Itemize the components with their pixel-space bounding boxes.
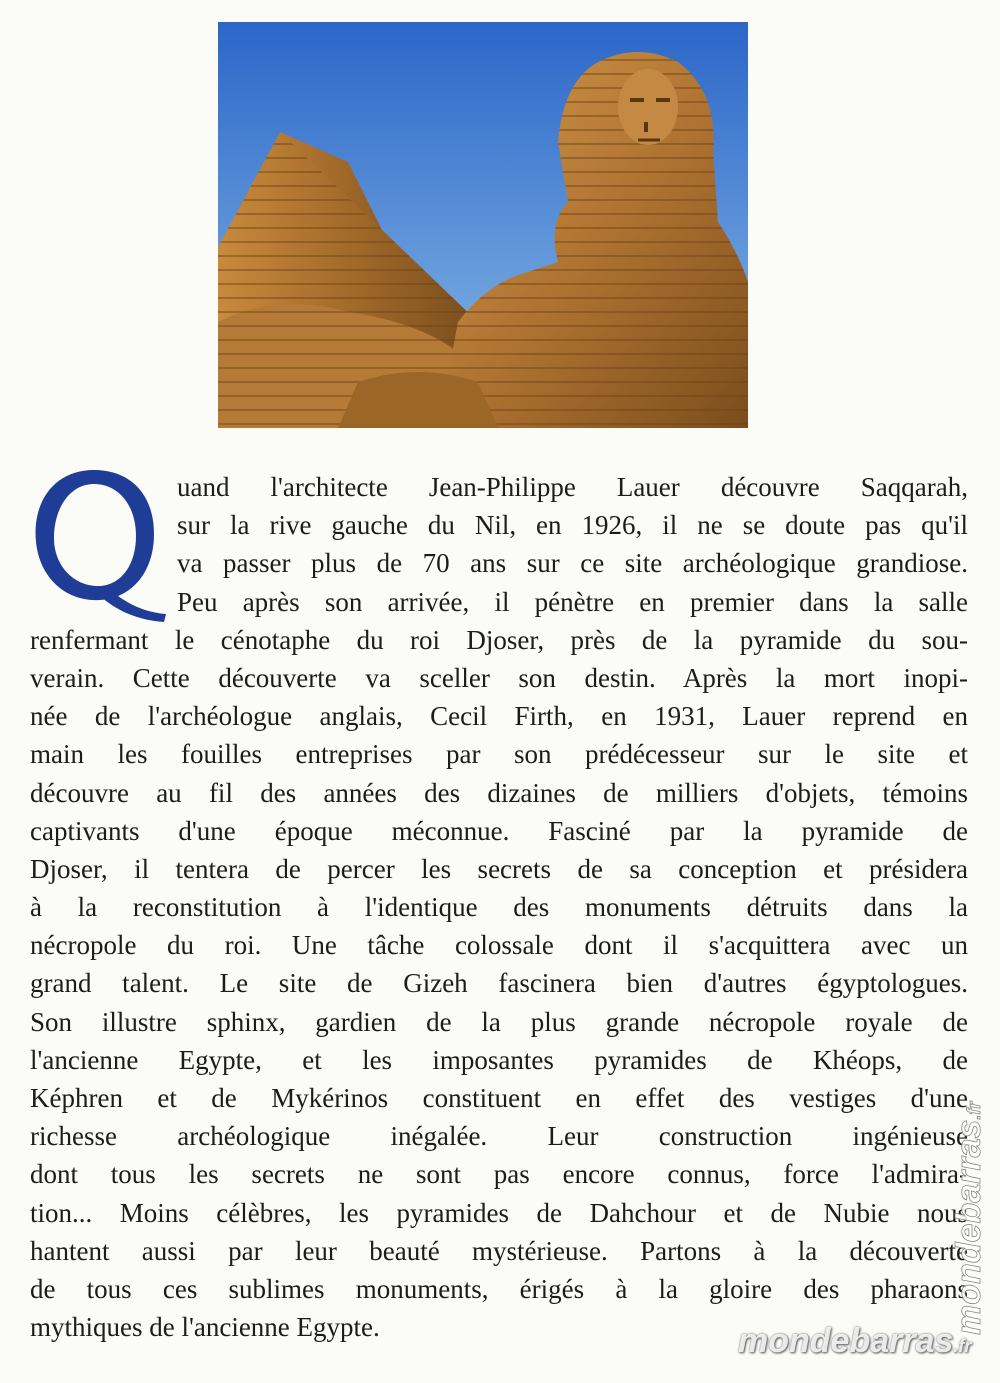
- article-body: [30, 468, 968, 1346]
- article-line: nécropole du roi. Une tâche colossale dont il s'acquittera avec un: [30, 930, 968, 961]
- watermark-vertical-name: mondebarras: [950, 1119, 988, 1335]
- article-line: grand talent. Le site de Gizeh fascinera bien d'autres égyptologues.: [30, 968, 968, 999]
- article-line: sur la rive gauche du Nil, en 1926, il ne se doute pas qu'il: [177, 510, 968, 541]
- article-line: main les fouilles entreprises par son prédécesseur sur le site et: [30, 739, 968, 770]
- watermark-horizontal: [738, 1322, 971, 1362]
- article-line: à la reconstitution à l'identique des monuments détruits dans la: [30, 892, 968, 923]
- watermark-tld: .fr: [953, 1336, 972, 1356]
- article-line: Peu après son arrivée, il pénètre en premier dans la salle: [177, 586, 968, 617]
- article-line: Képhren et de Mykérinos constituent en effet des vestiges d'une: [30, 1083, 968, 1113]
- article-line: hantent aussi par leur beauté mystérieuse. Partons à la découverte: [30, 1235, 968, 1266]
- article-line: mythiques de l'ancienne Egypte.: [30, 1312, 380, 1343]
- svg-text:mondebarras.fr: [950, 1101, 988, 1335]
- article-line: verain. Cette découverte va sceller son destin. Après la mort inopi-: [30, 662, 968, 693]
- article-line: née de l'archéologue anglais, Cecil Firth, en 1931, Lauer reprend en: [30, 701, 968, 732]
- article-line: va passer plus de 70 ans sur ce site archéologique grandiose.: [177, 548, 968, 579]
- article-line: uand l'architecte Jean-Philippe Lauer découvre Saqqarah,: [177, 472, 968, 502]
- article-line: tion... Moins célèbres, les pyramides de Dahchour et de Nubie nous: [30, 1197, 968, 1228]
- article-line: l'ancienne Egypte, et les imposantes pyramides de Khéops, de: [30, 1044, 968, 1075]
- article-line: découvre au fil des années des dizaines de milliers d'objets, témoins: [30, 777, 968, 808]
- watermark-vertical: [936, 1050, 996, 1340]
- watermark-vertical-tld: .fr: [964, 1101, 984, 1120]
- photo-illustration: [218, 22, 748, 428]
- article-line: Djoser, il tentera de percer les secrets de sa conception et présidera: [30, 853, 968, 884]
- pyramid-sphinx-photo: [218, 22, 748, 428]
- article-line: Son illustre sphinx, gardien de la plus grande nécropole royale de: [30, 1006, 968, 1037]
- watermark-name: mondebarras: [738, 1322, 954, 1360]
- article-line: dont tous les secrets ne sont pas encore connus, force l'admira-: [30, 1159, 968, 1190]
- article-line: captivants d'une époque méconnue. Fasciné par la pyramide de: [30, 815, 968, 846]
- article-line: richesse archéologique inégalée. Leur construction ingénieuse: [30, 1121, 968, 1152]
- article-line: renfermant le cénotaphe du roi Djoser, près de la pyramide du sou-: [30, 624, 968, 655]
- article-line: de tous ces sublimes monuments, érigés à la gloire des pharaons: [30, 1273, 968, 1304]
